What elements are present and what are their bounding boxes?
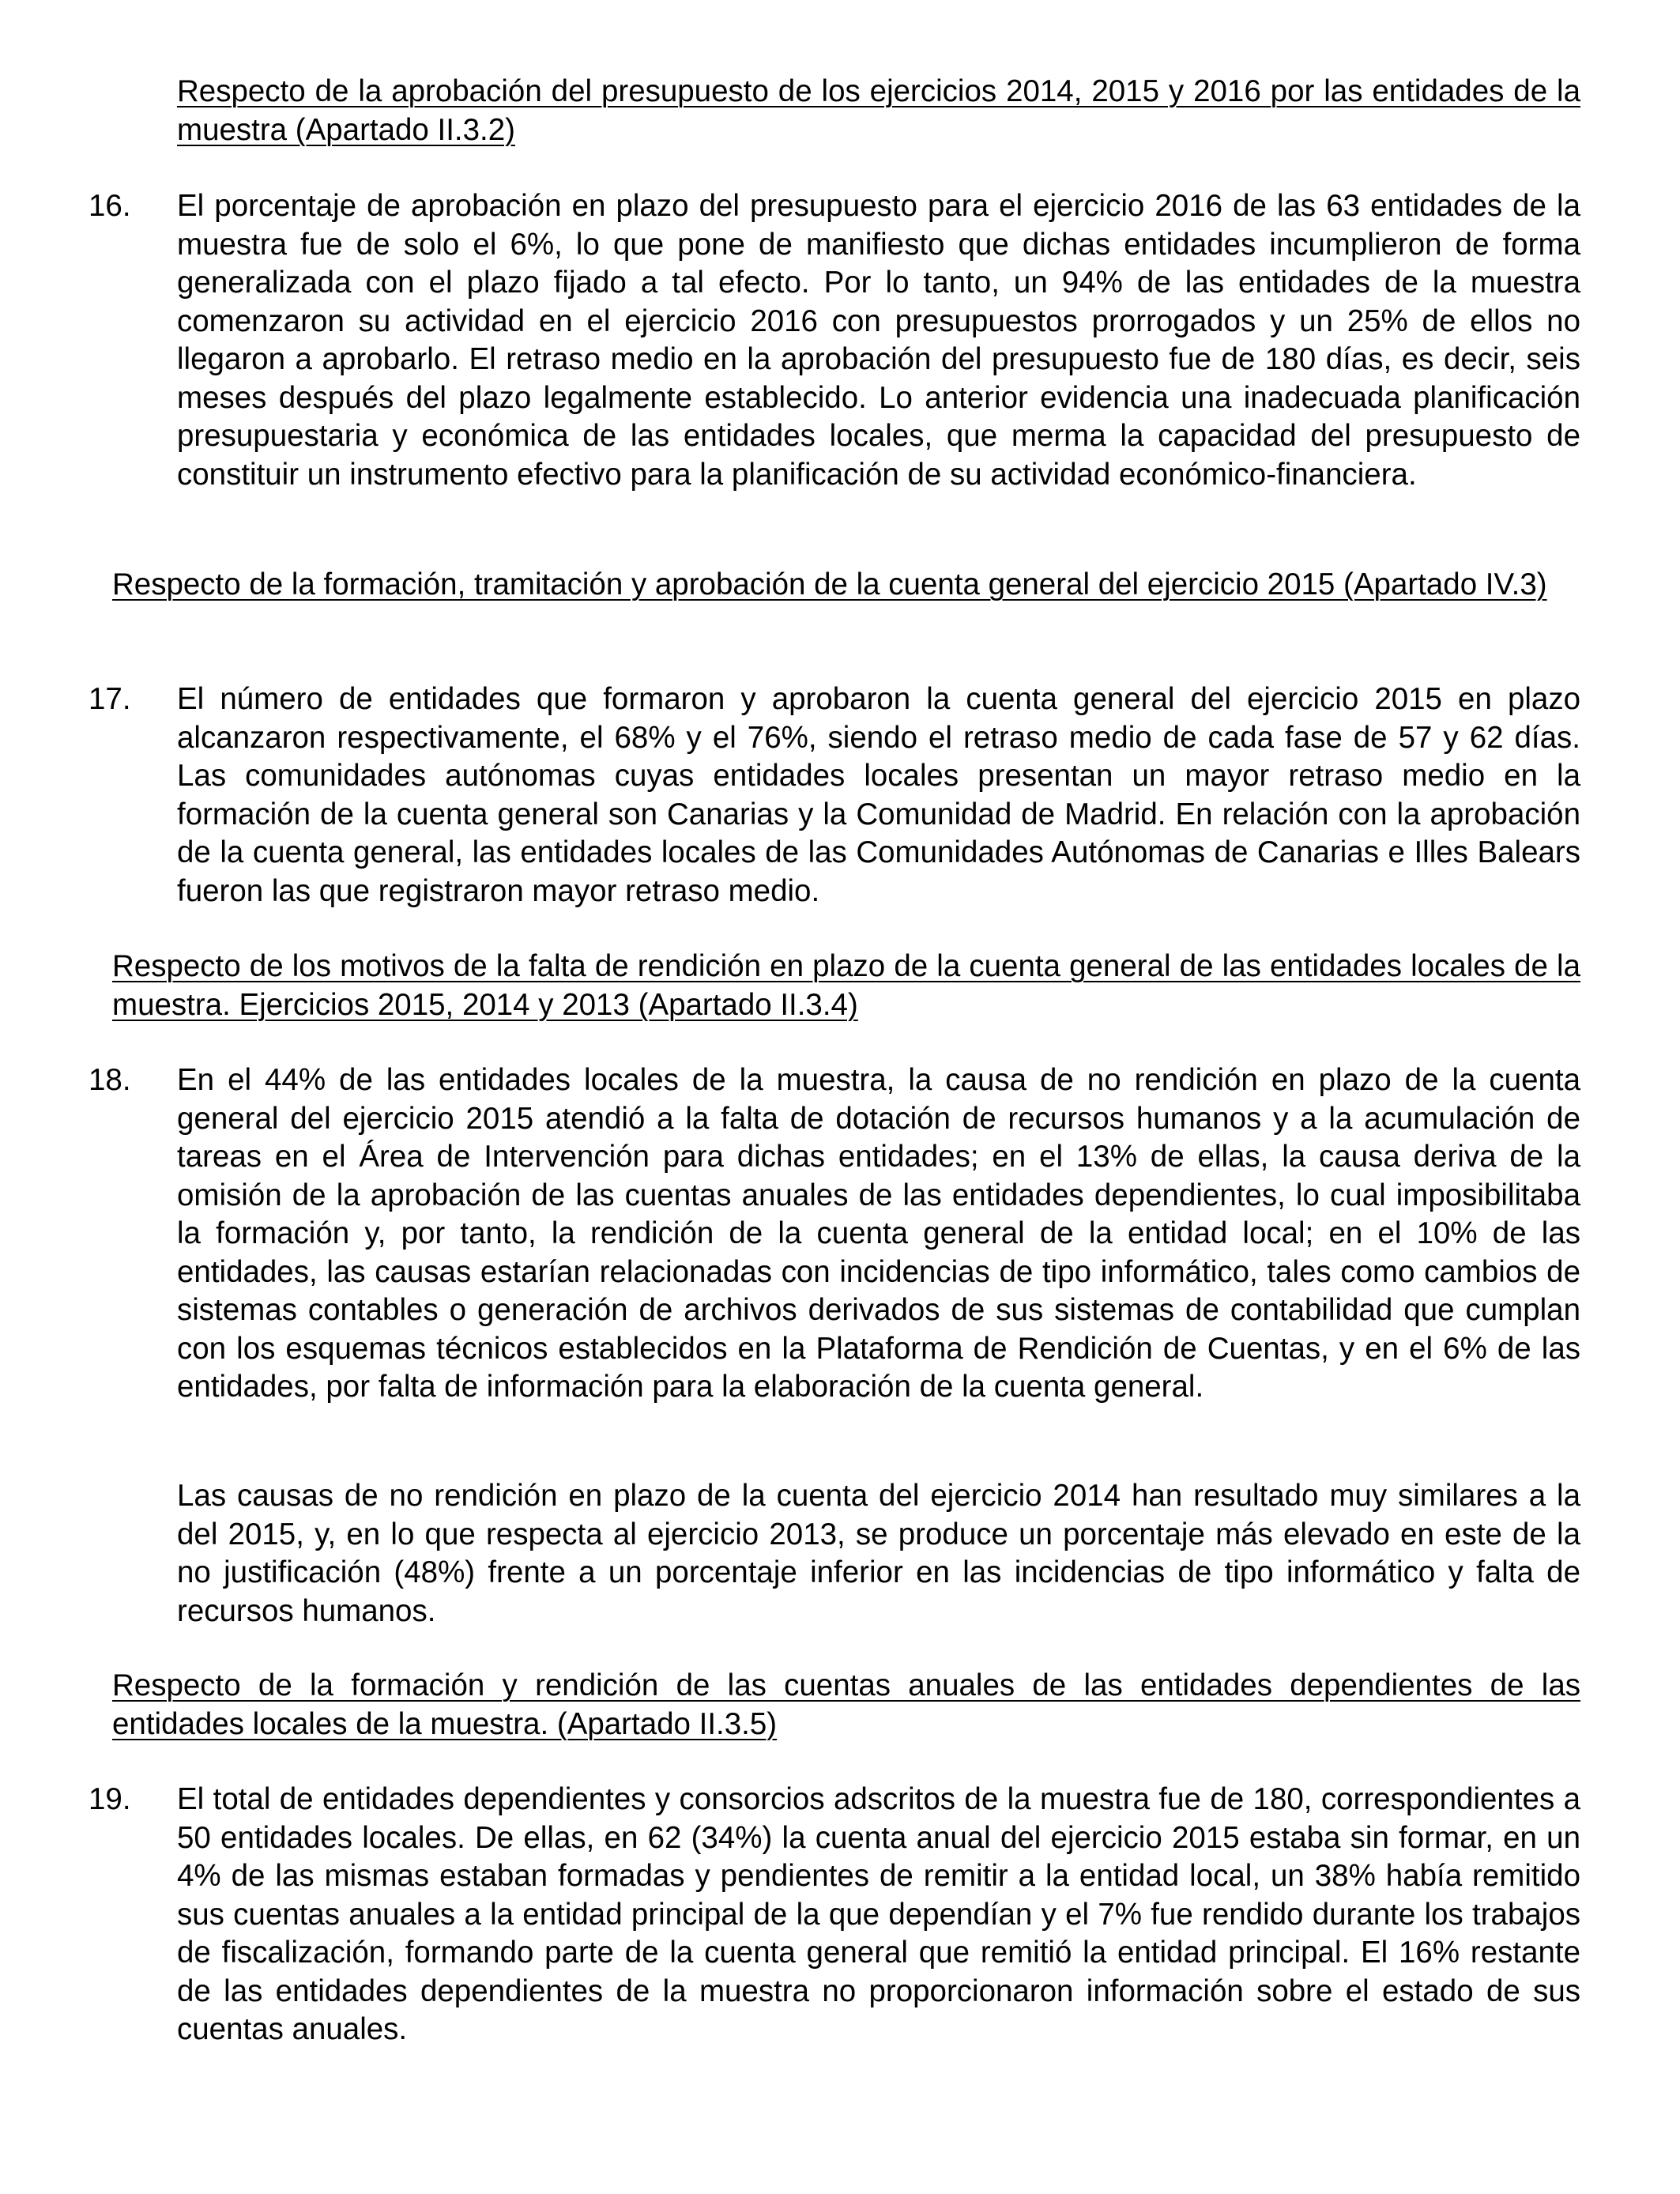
item-number-17: 17.: [89, 682, 131, 716]
section-heading-dependent-entities: Respecto de la formación y rendición de las cuentas anuales de las entidades dependientes de las entidades locales de la muestra. (Apartado II.3.5): [112, 1668, 1580, 1741]
paragraph-17: El número de entidades que formaron y aprobaron la cuenta general del ejercicio 2015 en plazo alcanzaron respectivamente, el 68% y el 76%, siendo el retraso medio de cada fase de 57 y 62 días. Las comunidades autónomas cuyas entidades locales presentan un mayor retraso medio en la formación de la cuenta general son Canarias y la Comunidad de Madrid. En relación con la aprobación de la cuenta general, las entidades locales de las Comunidades Autónomas de Canarias e Illes Balears fueron las que registraron mayor retraso medio.: [177, 682, 1580, 908]
item-number-16: 16.: [89, 189, 131, 223]
paragraph-16: El porcentaje de aprobación en plazo del presupuesto para el ejercicio 2016 de las 63 entidades de la muestra fue de solo el 6%, lo que pone de manifiesto que dichas entidades incumplieron de forma generalizada con el plazo fijado a tal efecto. Por lo tanto, un 94% de las entidades de la muestra comenzaron su actividad en el ejercicio 2016 con presupuestos prorrogados y un 25% de ellos no llegaron a aprobarlo. El retraso medio en la aprobación del presupuesto fue de 180 días, es decir, seis meses después del plazo legalmente establecido. Lo anterior evidencia una inadecuada planificación presupuestaria y económica de las entidades locales, que merma la capacidad del presupuesto de constituir un instrumento efectivo para la planificación de su actividad económico-financiera.: [177, 189, 1580, 492]
paragraph-18: En el 44% de las entidades locales de la muestra, la causa de no rendición en plazo de la cuenta general del ejercicio 2015 atendió a la falta de dotación de recursos humanos y a la acumulación de tareas en el Área de Intervención para dichas entidades; en el 13% de ellas, la causa deriva de la omisión de la aprobación de las cuentas anuales de las entidades dependientes, lo cual imposibilitaba la formación y, por tanto, la rendición de la cuenta general de la entidad local; en el 10% de las entidades, las causas estarían relacionadas con incidencias de tipo informático, tales como cambios de sistemas contables o generación de archivos derivados de sus sistemas de contabilidad que cumplan con los esquemas técnicos establecidos en la Plataforma de Rendición de Cuentas, y en el 6% de las entidades, por falta de información para la elaboración de la cuenta general.: [177, 1063, 1580, 1404]
section-heading-general-account: Respecto de la formación, tramitación y aprobación de la cuenta general del ejercicio 2015 (Apartado IV.3): [112, 567, 1547, 601]
section-heading-rendering-reasons: Respecto de los motivos de la falta de rendición en plazo de la cuenta general de las entidades locales de la muestra. Ejercicios 2015, 2014 y 2013 (Apartado II.3.4): [112, 949, 1580, 1022]
paragraph-18b: Las causas de no rendición en plazo de la cuenta del ejercicio 2014 han resultado muy similares a la del 2015, y, en lo que respecta al ejercicio 2013, se produce un porcentaje más elevado en este de la no justificación (48%) frente a un porcentaje inferior en las incidencias de tipo informático y falta de recursos humanos.: [177, 1479, 1580, 1628]
item-number-18: 18.: [89, 1063, 131, 1097]
section-heading-budget-approval: Respecto de la aprobación del presupuesto de los ejercicios 2014, 2015 y 2016 por las entidades de la muestra (Apartado II.3.2): [177, 74, 1580, 147]
paragraph-19: El total de entidades dependientes y consorcios adscritos de la muestra fue de 180, correspondientes a 50 entidades locales. De ellas, en 62 (34%) la cuenta anual del ejercicio 2015 estaba sin formar, en un 4% de las mismas estaban formadas y pendientes de remitir a la entidad local, un 38% había remitido sus cuentas anuales a la entidad principal de la que dependían y el 7% fue rendido durante los trabajos de fiscalización, formando parte de la cuenta general que remitió la entidad principal. El 16% restante de las entidades dependientes de la muestra no proporcionaron información sobre el estado de sus cuentas anuales.: [177, 1782, 1580, 2046]
item-number-19: 19.: [89, 1782, 131, 1816]
